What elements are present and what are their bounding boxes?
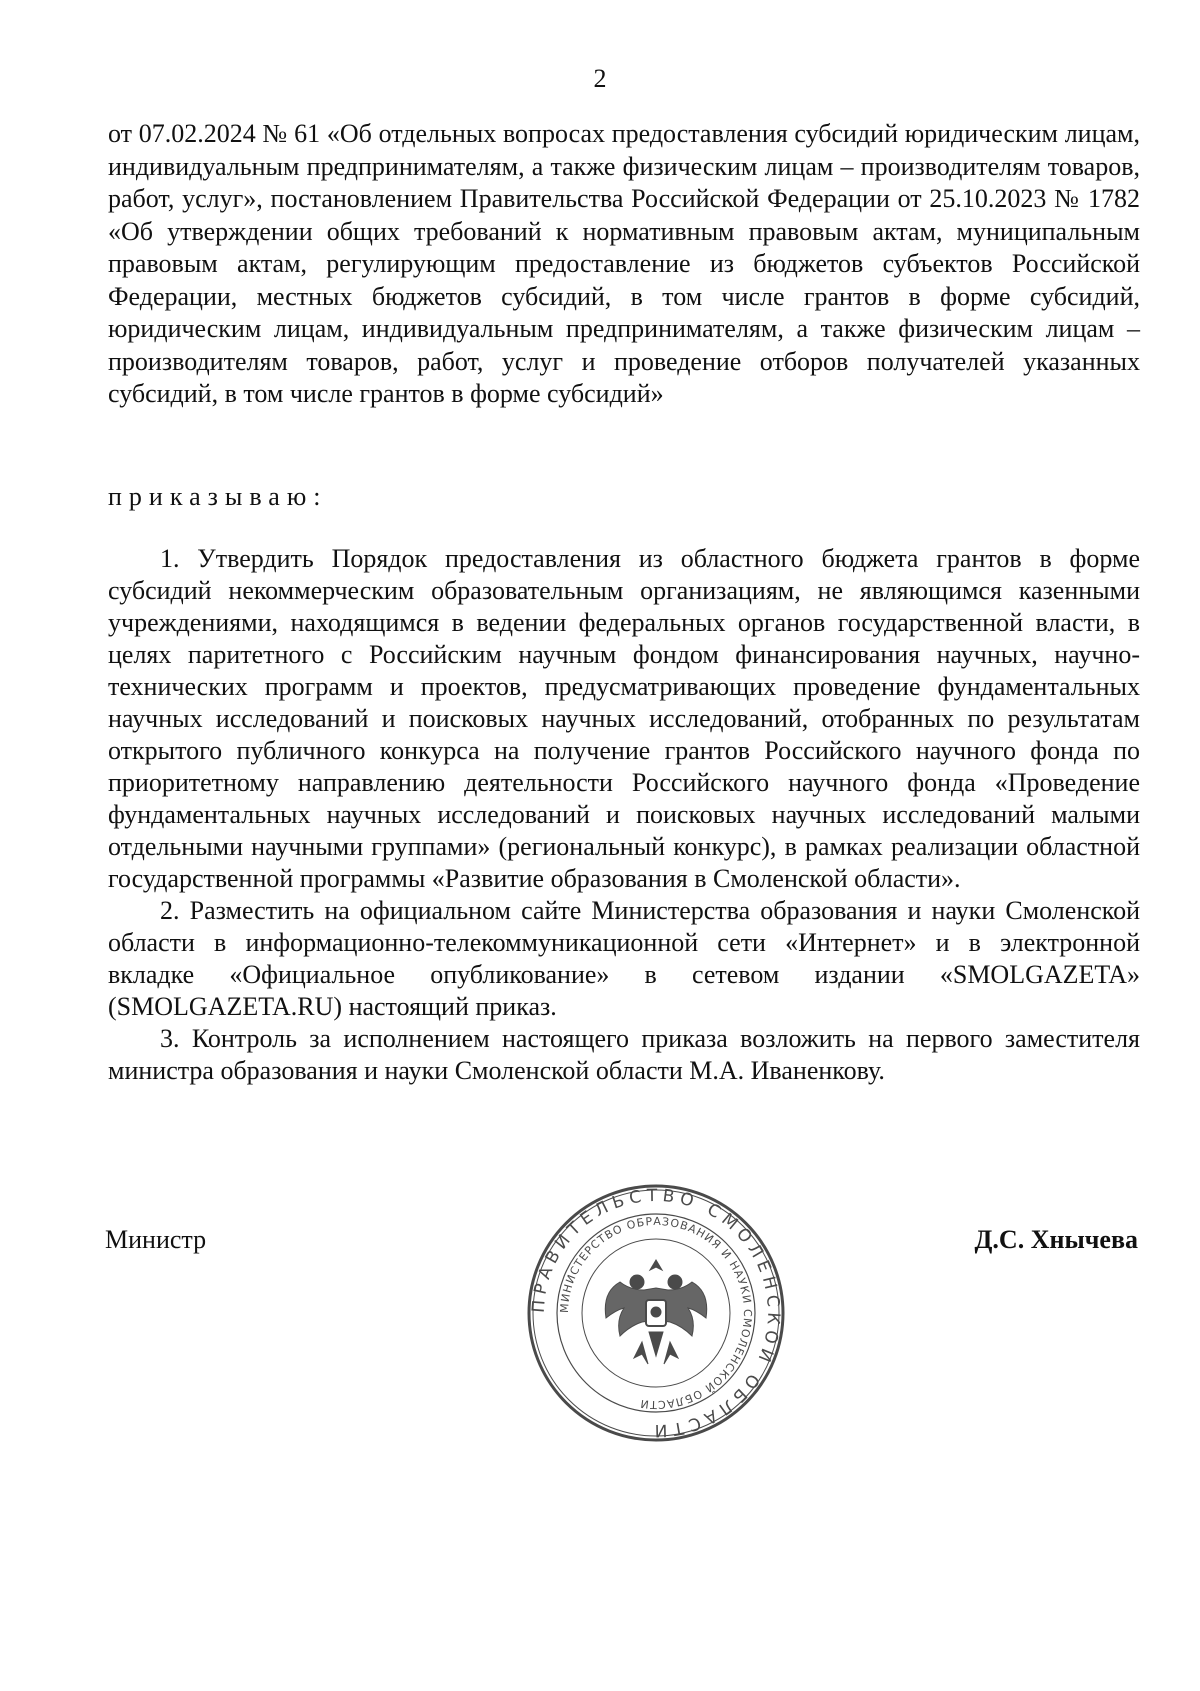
page-number: 2 xyxy=(593,64,607,93)
decree-item-2: 2. Разместить на официальном сайте Министерства образования и науки Смоленской области в информационно-телекоммуникационной сети «Интернет» и в электронной вкладке «Официальное опубликование» в сетевом издании «SMOLGAZETA» (SMOLGAZETA.RU) настоящий приказ. xyxy=(108,896,1140,1021)
decree-word: приказываю: xyxy=(108,482,328,511)
signatory-title: Министр xyxy=(105,1225,207,1254)
intro-paragraph: от 07.02.2024 № 61 «Об отдельных вопросах предоставления субсидий юридическим лицам, индивидуальным предпринимателям, а также физическим лицам – производителям товаров, работ, услуг», постановлением Правительства Российской Федерации от 25.10.2023 № 1782 «Об утверждении общих требований к нормативным правовым актам, муниципальным правовым актам, регулирующим предоставление из бюджетов субъектов Российской Федерации, местных бюджетов субсидий, в том числе грантов в форме субсидий, юридическим лицам, индивидуальным предпринимателям, а также физическим лицам – производителям товаров, работ, услуг и проведение отборов получателей указанных субсидий, в том числе грантов в форме субсидий» xyxy=(108,119,1140,408)
decree-item-3: 3. Контроль за исполнением настоящего приказа возложить на первого заместителя министра образования и науки Смоленской области М.А. Иваненкову. xyxy=(108,1024,1140,1085)
svg-text:МИНИСТЕРСТВО ОБРАЗОВАНИЯ И НАУ: МИНИСТЕРСТВО ОБРАЗОВАНИЯ И НАУКИ СМОЛЕНСКОЙ ОБЛАСТИ xyxy=(557,1214,755,1412)
signatory-name: Д.С. Хнычева xyxy=(974,1225,1138,1254)
official-seal xyxy=(525,1182,787,1444)
seal-emblem-icon xyxy=(525,1182,787,1444)
decree-item-1: 1. Утвердить Порядок предоставления из областного бюджета грантов в форме субсидий некоммерческим образовательным организациям, не являющимся казенными учреждениями, находящимся в ведении федеральных органов государственной власти, в целях паритетного с Российским научным фондом финансирования научных, научно-технических программ и проектов, предусматривающих проведение фундаментальных научных исследований и поисковых научных исследований, отобранных по результатам открытого публичного конкурса на получение грантов Российского научного фонда по приоритетному направлению деятельности Российского научного фонда «Проведение фундаментальных научных исследований и поисковых научных исследований малыми отдельными научными группами» (региональный конкурс), в рамках реализации областной государственной программы «Развитие образования в Смоленской области». xyxy=(108,544,1140,893)
svg-text:ПРАВИТЕЛЬСТВО СМОЛЕНСКОЙ ОБЛАС: ПРАВИТЕЛЬСТВО СМОЛЕНСКОЙ ОБЛАСТИ xyxy=(528,1185,784,1441)
decree-items xyxy=(108,543,1140,1087)
